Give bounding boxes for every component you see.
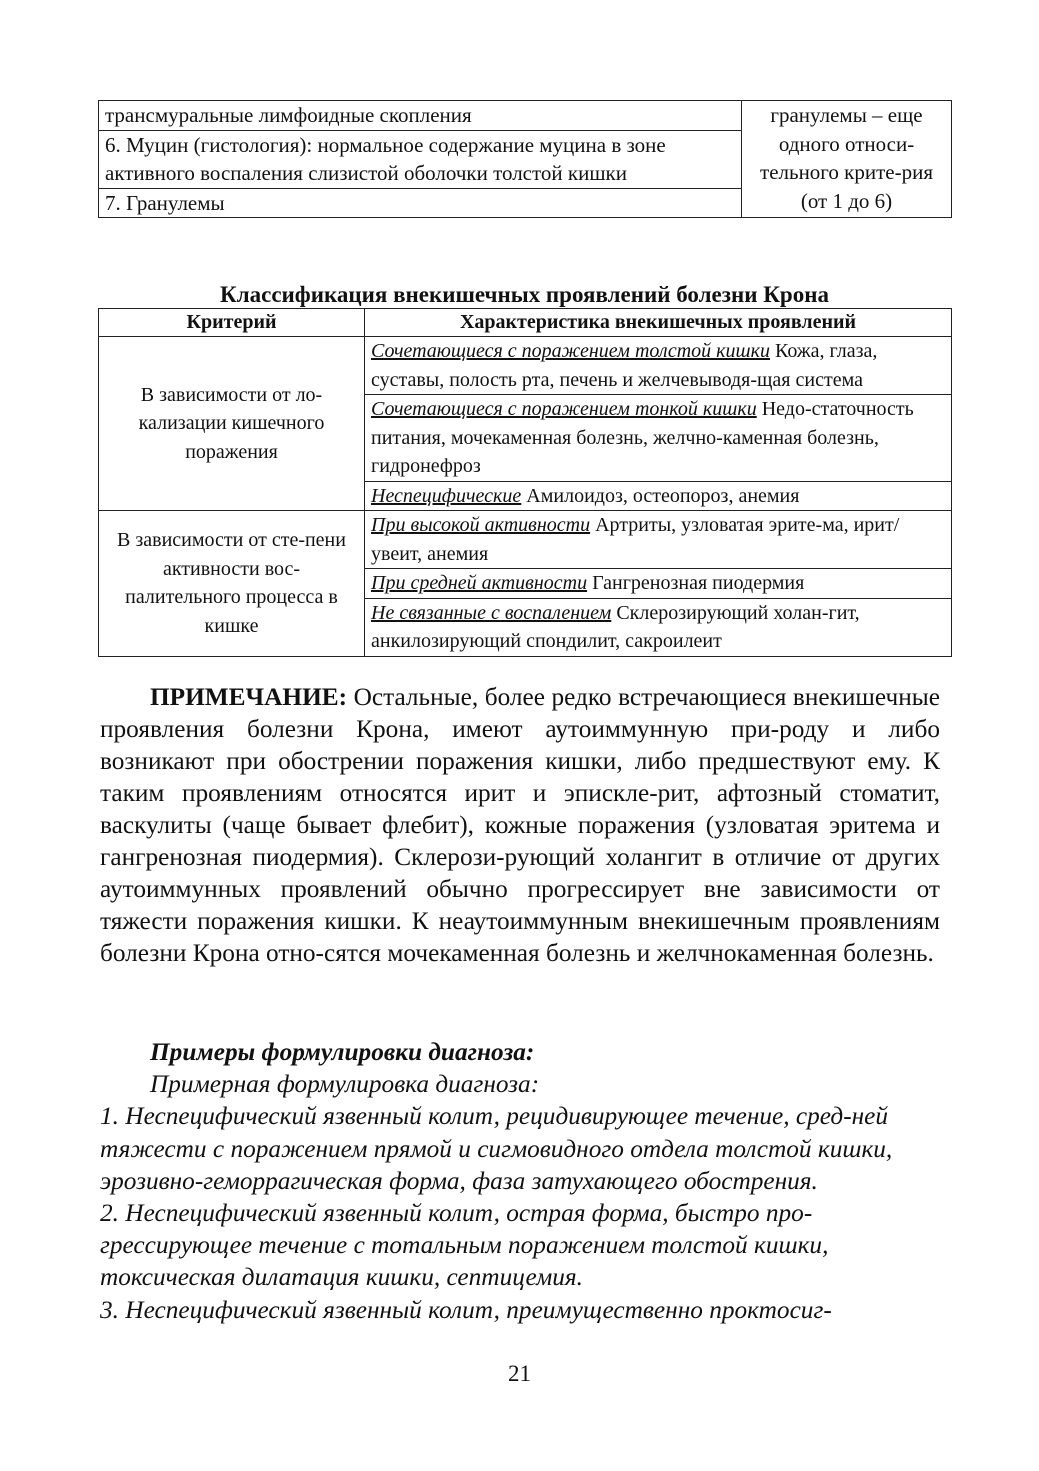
category-label: Сочетающиеся с поражением тонкой кишки — [371, 398, 757, 420]
page-number: 21 — [508, 1361, 531, 1386]
category-label: Не связанные с воспалением — [371, 601, 612, 624]
table-cell: 7. Гранулемы — [99, 188, 742, 218]
table-cell-note: гранулемы – еще одного относи-тельного крите-рия (от 1 до 6) — [742, 101, 952, 218]
diagnosis-examples — [100, 1036, 940, 1326]
characteristic-cell — [365, 395, 952, 482]
category-text: Артриты, узловатая эрите-ма, ирит/увеит, анемия — [371, 514, 900, 565]
table-row — [99, 101, 952, 131]
note-text: Остальные, более редко встречающиеся внекишечные проявления болезни Крона, имеют аутоиммунную при-роду и либо возникают при обострении поражения кишки, либо предшествуют ему. К таким проявлениям относятся ирит и эпискле-рит, афтозный стоматит, васкулиты (чаще бывает флебит), кожные поражения (узловатая эритема и гангренозная пиодермия). Склерози-рующий холангит в отличие от других аутоиммунных проявлений обычно прогрессирует вне зависимости от тяжести поражения кишки. К неаутоиммунным внекишечным проявлениям болезни Крона отно-сятся мочекаменная болезнь и желчнокаменная болезнь. — [100, 683, 940, 967]
granuloma-criteria-table — [98, 100, 952, 218]
column-header: Критерий — [99, 309, 365, 337]
example-item: 1. Неспецифический язвенный колит, рецидивирующее течение, сред-ней тяжести с поражением прямой и сигмовидного отдела толстой кишки, эрозивно-геморрагическая форма, фаза затухающего обострения. — [100, 1102, 893, 1195]
criterion-cell: В зависимости от сте-пени активности вос-палительного процесса в кишке — [99, 511, 365, 657]
category-label: При средней активности — [371, 572, 588, 594]
table-row — [99, 511, 952, 569]
characteristic-cell — [365, 337, 952, 395]
example-item: 2. Неспецифический язвенный колит, острая форма, быстро про-грессирующее течение с тотальным поражением толстой кишки, токсическая дилатация кишки, септицемия. — [100, 1199, 829, 1292]
examples-heading: Примеры формулировки диагноза: — [150, 1038, 535, 1066]
table-cell: 6. Муцин (гистология): нормальное содержание муцина в зоне активного воспаления слизистой оболочки толстой кишки — [99, 130, 742, 188]
note-paragraph — [100, 681, 940, 969]
table-cell: трансмуральные лимфоидные скопления — [99, 101, 742, 131]
table-header-row — [99, 309, 952, 337]
examples-subheading: Примерная формулировка диагноза: — [150, 1070, 540, 1099]
column-header: Характеристика внекишечных проявлений — [365, 309, 952, 337]
category-text: Гангренозная пиодермия — [587, 572, 805, 594]
category-text: Склерозирующий холан-гит, анкилозирующий спондилит, сакроилеит — [371, 601, 860, 652]
category-label: Сочетающиеся с поражением толстой кишки — [371, 340, 770, 362]
classification-table — [98, 308, 952, 657]
note-label: ПРИМЕЧАНИЕ: — [150, 683, 348, 711]
category-text: Кожа, глаза, суставы, полость рта, печень и желчевыводя-щая система — [371, 340, 878, 391]
table-title: Классификация внекишечных проявлений болезни Крона — [220, 282, 829, 307]
category-text: Амилоидоз, остеопороз, анемия — [521, 484, 800, 507]
criterion-cell: В зависимости от ло-кализации кишечного поражения — [99, 337, 365, 511]
example-item: 3. Неспецифический язвенный колит, преимущественно проктосиг- — [100, 1295, 832, 1324]
characteristic-cell — [365, 598, 952, 656]
category-label: При высокой активности — [371, 514, 591, 536]
category-label: Неспецифические — [371, 484, 522, 507]
characteristic-cell — [365, 481, 952, 511]
characteristic-cell — [365, 569, 952, 599]
table-row — [99, 337, 952, 395]
characteristic-cell — [365, 511, 952, 569]
category-text: Недо-статочность питания, мочекаменная болезнь, желчно-каменная болезнь, гидронефроз — [371, 398, 914, 477]
